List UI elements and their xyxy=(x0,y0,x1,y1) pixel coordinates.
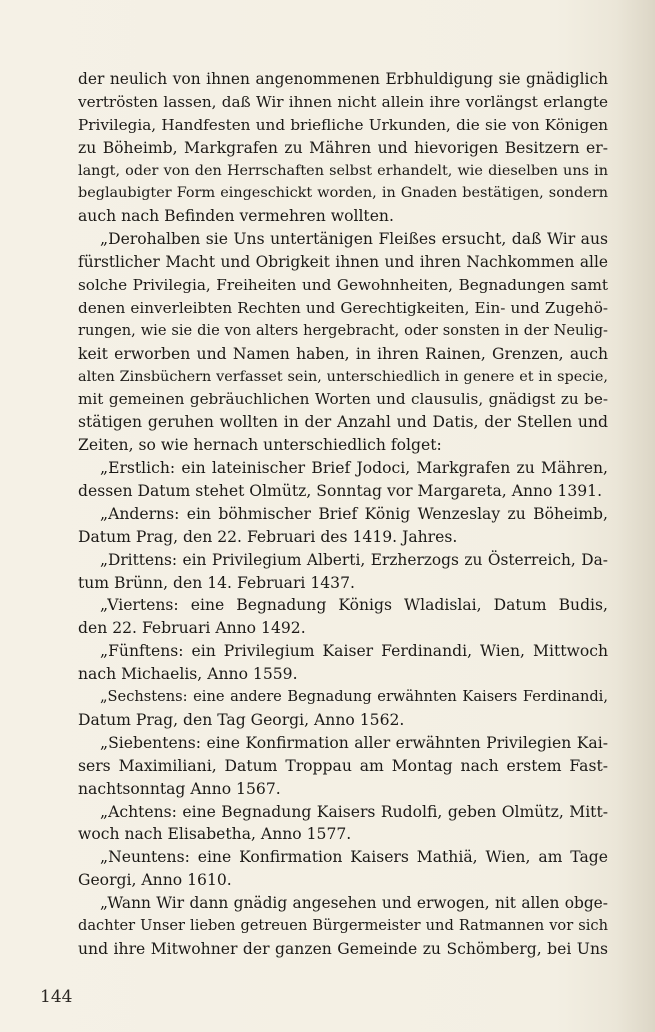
text-line: nachtsonntag Anno 1567. xyxy=(78,779,281,798)
text-line: Georgi, Anno 1610. xyxy=(78,871,232,890)
text-line: und ihre Mitwohner der ganzen Gemeinde zu Schömberg, bei Uns xyxy=(78,939,608,958)
paragraph xyxy=(78,732,608,801)
text-line: langt, oder von den Herrschaften selbst erhandelt, wie dieselben uns in xyxy=(78,162,608,179)
paragraph xyxy=(78,594,608,640)
text-line: „Sechstens: eine andere Begnadung erwähnten Kaisers Ferdinandi, xyxy=(100,688,608,706)
text-line: „Achtens: eine Begnadung Kaisers Rudolfi, geben Olmütz, Mitt- xyxy=(100,802,608,821)
text-line: nach Michaelis, Anno 1559. xyxy=(78,665,298,684)
text-line: rungen, wie sie die von alters hergebracht, oder sonsten in der Neulig- xyxy=(78,321,608,339)
text-line: mit gemeinen gebräuchlichen Worten und clausulis, gnädigst zu be- xyxy=(78,390,608,409)
text-line: alten Zinsbüchern verfasset sein, unterschiedlich in genere et in specie, xyxy=(78,368,608,385)
text-line: „Fünftens: ein Privilegium Kaiser Ferdinandi, Wien, Mittwoch xyxy=(100,642,608,661)
text-line: Datum Prag, den 22. Februari des 1419. Jahres. xyxy=(78,527,458,546)
text-line: der neulich von ihnen angenommenen Erbhuldigung sie gnädiglich xyxy=(78,70,608,88)
text-line: „Neuntens: eine Konfirmation Kaisers Mathiä, Wien, am Tage xyxy=(100,848,608,867)
paragraph xyxy=(78,228,608,457)
paragraph xyxy=(78,801,608,847)
text-line: „Viertens: eine Begnadung Königs Wladislai, Datum Budis, xyxy=(100,596,608,615)
page-number: 144 xyxy=(40,987,73,1007)
text-line: den 22. Februari Anno 1492. xyxy=(78,619,306,638)
text-line: Datum Prag, den Tag Georgi, Anno 1562. xyxy=(78,710,405,729)
text-line: zu Böheimb, Markgrafen zu Mähren und hievorigen Besitzern er- xyxy=(78,138,608,157)
text-line: „Derohalben sie Uns untertänigen Fleißes ersucht, daß Wir aus xyxy=(100,230,608,249)
text-line: „Erstlich: ein lateinischer Brief Jodoci, Markgrafen zu Mähren, xyxy=(100,459,608,478)
text-line: stätigen geruhen wollten in der Anzahl und Datis, der Stellen und xyxy=(78,413,608,432)
text-line: Privilegia, Handfesten und briefliche Urkunden, die sie von Königen xyxy=(78,115,608,134)
text-line: auch nach Befinden vermehren wollten. xyxy=(78,207,394,226)
paragraph xyxy=(78,892,608,961)
text-line: Zeiten, so wie hernach unterschiedlich folget: xyxy=(78,436,442,455)
paragraph xyxy=(78,549,608,595)
text-line: vertrösten lassen, daß Wir ihnen nicht allein ihre vorlängst erlangte xyxy=(78,92,608,111)
paragraph xyxy=(78,457,608,503)
paragraph xyxy=(78,68,608,228)
text-line: „Siebentens: eine Konfirmation aller erwähnten Privilegien Kai- xyxy=(100,733,608,752)
text-line: denen einverleibten Rechten und Gerechtigkeiten, Ein- und Zugehö- xyxy=(78,298,608,317)
text-line: tum Brünn, den 14. Februari 1437. xyxy=(78,573,355,592)
text-line: beglaubigter Form eingeschickt worden, in Gnaden bestätigen, sondern xyxy=(78,185,608,202)
text-line: fürstlicher Macht und Obrigkeit ihnen und ihren Nachkommen alle xyxy=(78,253,608,272)
paragraph xyxy=(78,686,608,732)
text-line: „Wann Wir dann gnädig angesehen und erwogen, nit allen obge- xyxy=(100,894,608,913)
body-text xyxy=(78,68,608,961)
text-line: „Drittens: ein Privilegium Alberti, Erzherzogs zu Österreich, Da- xyxy=(100,550,608,569)
paragraph xyxy=(78,846,608,892)
text-line: solche Privilegia, Freiheiten und Gewohnheiten, Begnadungen samt xyxy=(78,276,608,295)
paragraph xyxy=(78,640,608,686)
paragraph xyxy=(78,503,608,549)
text-line: keit erworben und Namen haben, in ihren Rainen, Grenzen, auch xyxy=(78,344,608,363)
text-line: „Anderns: ein böhmischer Brief König Wenzeslay zu Böheimb, xyxy=(100,504,608,523)
text-line: dachter Unser lieben getreuen Bürgermeister und Ratmannen vor sich xyxy=(78,916,608,934)
text-line: woch nach Elisabetha, Anno 1577. xyxy=(78,825,352,844)
text-line: sers Maximiliani, Datum Troppau am Montag nach erstem Fast- xyxy=(78,756,608,775)
text-line: dessen Datum stehet Olmütz, Sonntag vor Margareta, Anno 1391. xyxy=(78,482,603,501)
